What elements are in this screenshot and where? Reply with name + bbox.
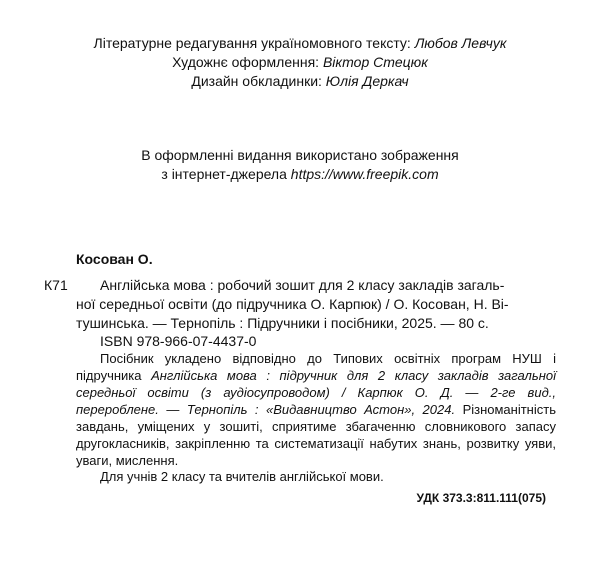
editor-name: Любов Левчук xyxy=(414,35,507,51)
source-line-2: з інтернет-джерела https://www.freepik.com xyxy=(161,166,439,182)
credits-block xyxy=(0,34,600,91)
annotation-reference: Англійська мова : підручник для 2 класу закладів загальної середньої освіти (з аудіосупроводом) / Карпюк О. Д. — 2-ге вид., перероблене. — Тернопіль : «Видавництво Астон», 2024. xyxy=(76,368,556,417)
catalog-code: К71 xyxy=(44,277,68,293)
udk-code: УДК 373.3:811.111(075) xyxy=(416,491,546,505)
annotation xyxy=(76,350,556,469)
audience-note: Для учнів 2 класу та вчителів англійської мови. xyxy=(100,469,384,484)
cover-designer-name: Юлія Деркач xyxy=(325,73,409,89)
catalog-description xyxy=(76,276,556,333)
annotation-paragraph: Посібник укладено відповідно до Типових освітніх програм НУШ і підручника Англійська мова : підручник для 2 класу закладів загальної середньої освіти (з аудіосупроводом) / Карпюк О. Д. — 2-ге вид., перероблене. — Тернопіль : «Видавництво Астон», 2024. Різноманітність завдань, уміщених у зошиті, сприятиме збагаченню словникового запасу другокласників, закріпленню та систематизації набутих знань, розвитку уяви, уваги, мислення. xyxy=(76,351,556,468)
source-url: https://www.freepik.com xyxy=(290,166,439,182)
credit-editing: Літературне редагування україномовного тексту: Любов Левчук xyxy=(93,35,507,51)
image-source-note xyxy=(0,146,600,184)
biblio-line-3: тушинська. — Тернопіль : Підручники і посібники, 2025. — 80 с. xyxy=(76,315,489,331)
biblio-line-1: Англійська мова : робочий зошит для 2 класу закладів загаль- xyxy=(100,277,505,293)
artist-name: Віктор Стецюк xyxy=(322,54,428,70)
source-line-1: В оформленні видання використано зображення xyxy=(141,147,459,163)
credit-cover: Дизайн обкладинки: Юлія Деркач xyxy=(191,73,409,89)
biblio-line-2: ної середньої освіти (до підручника О. Карпюк) / О. Косован, Н. Ві- xyxy=(76,296,509,312)
credit-art: Художнє оформлення: Віктор Стецюк xyxy=(172,54,428,70)
isbn: ISBN 978-966-07-4437-0 xyxy=(100,333,257,349)
catalog-author: Косован О. xyxy=(76,251,153,267)
